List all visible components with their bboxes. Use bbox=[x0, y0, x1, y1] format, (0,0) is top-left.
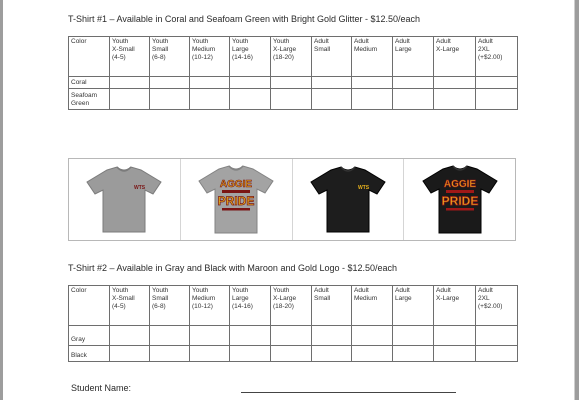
quantity-cell[interactable] bbox=[150, 89, 190, 110]
quantity-cell[interactable] bbox=[393, 346, 434, 362]
wts-logo: WTS bbox=[134, 184, 146, 191]
size-column-header bbox=[434, 286, 476, 326]
size-row bbox=[69, 89, 518, 110]
quantity-cell[interactable] bbox=[312, 89, 352, 110]
pride-logo-text: PRIDE bbox=[441, 193, 478, 208]
header-text: (14-16) bbox=[232, 54, 253, 61]
quantity-cell[interactable] bbox=[312, 346, 352, 362]
quantity-cell[interactable] bbox=[271, 89, 312, 110]
size-column-header bbox=[393, 286, 434, 326]
quantity-cell[interactable] bbox=[150, 326, 190, 346]
size-row bbox=[69, 346, 518, 362]
size-column-header bbox=[190, 286, 230, 326]
tshirt1-size-table bbox=[68, 36, 518, 110]
size-column-header bbox=[476, 286, 518, 326]
quantity-cell[interactable] bbox=[230, 89, 271, 110]
tshirt2-size-table bbox=[68, 285, 518, 362]
header-text: (18-20) bbox=[273, 303, 294, 310]
quantity-cell[interactable] bbox=[434, 77, 476, 89]
tshirt1-heading: T-Shirt #1 – Available in Coral and Seafoam Green with Bright Gold Glitter - $12.50/each bbox=[68, 14, 421, 24]
header-text: Small bbox=[152, 295, 169, 302]
quantity-cell[interactable] bbox=[150, 346, 190, 362]
quantity-cell[interactable] bbox=[110, 326, 150, 346]
header-text: Youth bbox=[232, 38, 249, 45]
header-text: X-Large bbox=[273, 295, 297, 302]
size-column-header bbox=[476, 37, 518, 77]
quantity-cell[interactable] bbox=[271, 77, 312, 89]
quantity-cell[interactable] bbox=[110, 346, 150, 362]
wts-logo: WTS bbox=[357, 184, 369, 191]
header-text: Adult bbox=[314, 38, 329, 45]
header-text: (10-12) bbox=[192, 54, 213, 61]
row-color-label: Coral bbox=[69, 77, 110, 89]
header-text: Adult bbox=[354, 287, 369, 294]
size-column-header bbox=[352, 37, 393, 77]
header-text: Adult bbox=[314, 287, 329, 294]
header-text: Youth bbox=[152, 287, 169, 294]
quantity-cell[interactable] bbox=[190, 346, 230, 362]
black-tshirt-small-logo-image bbox=[303, 164, 393, 236]
size-column-header bbox=[271, 37, 312, 77]
header-text: Youth bbox=[273, 38, 290, 45]
student-name-label: Student Name: bbox=[71, 383, 132, 393]
quantity-cell[interactable] bbox=[190, 326, 230, 346]
header-text: Youth bbox=[112, 287, 129, 294]
header-text: Small bbox=[152, 46, 169, 53]
header-text: Youth bbox=[192, 38, 209, 45]
gray-tshirt-small-logo-image bbox=[79, 164, 169, 236]
student-name-line[interactable] bbox=[241, 392, 456, 393]
quantity-cell[interactable] bbox=[393, 77, 434, 89]
quantity-cell[interactable] bbox=[434, 89, 476, 110]
quantity-cell[interactable] bbox=[110, 77, 150, 89]
header-text: Color bbox=[71, 287, 87, 294]
header-text: Youth bbox=[232, 287, 249, 294]
header-text: Youth bbox=[152, 38, 169, 45]
quantity-cell[interactable] bbox=[434, 346, 476, 362]
quantity-cell[interactable] bbox=[476, 326, 518, 346]
size-column-header bbox=[110, 37, 150, 77]
header-text: Adult bbox=[478, 38, 493, 45]
tshirt2-heading: T-Shirt #2 – Available in Gray and Black with Maroon and Gold Logo - $12.50/each bbox=[68, 263, 398, 273]
quantity-cell[interactable] bbox=[476, 346, 518, 362]
quantity-cell[interactable] bbox=[476, 77, 518, 89]
header-text: Adult bbox=[436, 38, 451, 45]
size-row bbox=[69, 326, 518, 346]
header-text: Large bbox=[395, 295, 412, 302]
gray-tshirt-aggie-pride-image bbox=[191, 163, 281, 237]
header-text: (+$2.00) bbox=[478, 54, 503, 61]
quantity-cell[interactable] bbox=[230, 77, 271, 89]
color-column-header bbox=[69, 286, 110, 326]
header-text: X-Small bbox=[112, 46, 135, 53]
header-text: 2XL bbox=[478, 46, 490, 53]
pride-logo-text: PRIDE bbox=[217, 193, 255, 208]
header-text: Medium bbox=[192, 295, 216, 302]
header-text: Medium bbox=[192, 46, 216, 53]
header-text: Adult bbox=[478, 287, 493, 294]
size-column-header bbox=[434, 37, 476, 77]
header-text: (6-8) bbox=[152, 54, 166, 61]
quantity-cell[interactable] bbox=[352, 77, 393, 89]
header-text: Large bbox=[395, 46, 412, 53]
shirt-photo-2 bbox=[181, 159, 293, 240]
header-text: X-Large bbox=[436, 295, 460, 302]
header-text: Adult bbox=[436, 287, 451, 294]
row-color-label: Black bbox=[69, 346, 110, 362]
header-text: (4-5) bbox=[112, 54, 126, 61]
quantity-cell[interactable] bbox=[190, 89, 230, 110]
header-text: X-Large bbox=[436, 46, 460, 53]
header-text: Large bbox=[232, 46, 249, 53]
header-text: (14-16) bbox=[232, 303, 253, 310]
size-column-header bbox=[393, 37, 434, 77]
tshirt-photo-strip bbox=[68, 158, 516, 241]
size-column-header bbox=[352, 286, 393, 326]
shirt-photo-3 bbox=[293, 159, 405, 240]
order-form-page bbox=[3, 0, 575, 400]
aggie-logo-text: AGGIE bbox=[443, 178, 476, 190]
shirt-photo-4 bbox=[404, 159, 515, 240]
shirt-photo-1 bbox=[69, 159, 181, 240]
header-text: Adult bbox=[354, 38, 369, 45]
header-text: Adult bbox=[395, 287, 410, 294]
header-text: (4-5) bbox=[112, 303, 126, 310]
size-column-header bbox=[230, 286, 271, 326]
header-text: 2XL bbox=[478, 295, 490, 302]
header-text: Youth bbox=[273, 287, 290, 294]
quantity-cell[interactable] bbox=[352, 326, 393, 346]
size-column-header bbox=[312, 37, 352, 77]
header-text: Youth bbox=[192, 287, 209, 294]
quantity-cell[interactable] bbox=[150, 77, 190, 89]
size-column-header bbox=[271, 286, 312, 326]
header-text: (+$2.00) bbox=[478, 303, 503, 310]
black-tshirt-aggie-pride-image bbox=[415, 163, 505, 237]
header-text: Medium bbox=[354, 46, 378, 53]
color-column-header bbox=[69, 37, 110, 77]
quantity-cell[interactable] bbox=[434, 326, 476, 346]
size-row bbox=[69, 77, 518, 89]
quantity-cell[interactable] bbox=[271, 346, 312, 362]
header-text: Medium bbox=[354, 295, 378, 302]
size-column-header bbox=[150, 286, 190, 326]
header-text: (6-8) bbox=[152, 303, 166, 310]
header-text: Large bbox=[232, 295, 249, 302]
header-text: Adult bbox=[395, 38, 410, 45]
header-text: Small bbox=[314, 46, 331, 53]
quantity-cell[interactable] bbox=[230, 346, 271, 362]
size-column-header bbox=[110, 286, 150, 326]
header-text: X-Small bbox=[112, 295, 135, 302]
quantity-cell[interactable] bbox=[352, 346, 393, 362]
quantity-cell[interactable] bbox=[476, 89, 518, 110]
quantity-cell[interactable] bbox=[393, 326, 434, 346]
quantity-cell[interactable] bbox=[352, 89, 393, 110]
header-text: X-Large bbox=[273, 46, 297, 53]
size-column-header bbox=[230, 37, 271, 77]
quantity-cell[interactable] bbox=[230, 326, 271, 346]
quantity-cell[interactable] bbox=[312, 326, 352, 346]
aggie-logo-text: AGGIE bbox=[220, 178, 253, 190]
quantity-cell[interactable] bbox=[312, 77, 352, 89]
quantity-cell[interactable] bbox=[190, 77, 230, 89]
row-color-label: Seafoam Green bbox=[69, 89, 110, 110]
size-column-header bbox=[312, 286, 352, 326]
size-column-header bbox=[150, 37, 190, 77]
header-text: Youth bbox=[112, 38, 129, 45]
size-column-header bbox=[190, 37, 230, 77]
header-text: Small bbox=[314, 295, 331, 302]
header-text: Color bbox=[71, 38, 87, 45]
header-text: (10-12) bbox=[192, 303, 213, 310]
quantity-cell[interactable] bbox=[110, 89, 150, 110]
quantity-cell[interactable] bbox=[393, 89, 434, 110]
header-text: (18-20) bbox=[273, 54, 294, 61]
row-color-label: Gray bbox=[69, 326, 110, 346]
quantity-cell[interactable] bbox=[271, 326, 312, 346]
